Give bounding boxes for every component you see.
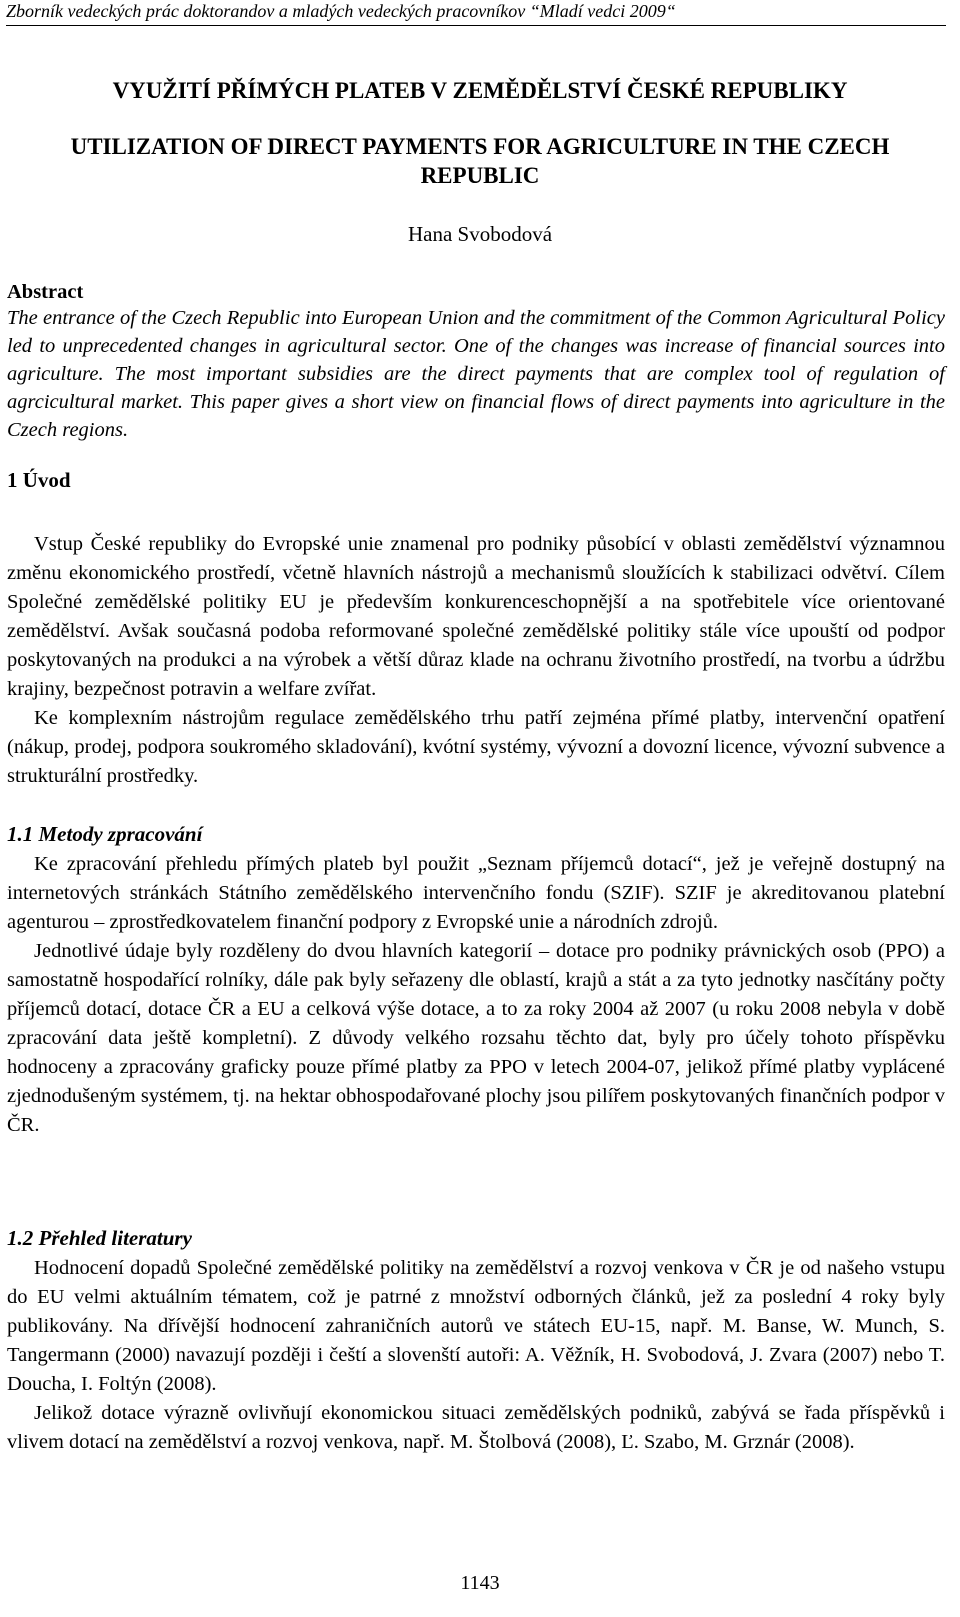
paragraph: Jelikož dotace výrazně ovlivňují ekonomickou situaci zemědělských podniků, zabývá se řada příspěvků i vlivem dotací na zemědělství a rozvoj venkova, např. M. Štolbová (2008), Ľ. Szabo, M. Grznár (2008). bbox=[7, 1402, 945, 1453]
paragraph: Ke zpracování přehledu přímých plateb byl použit „Seznam příjemců dotací“, jež je veřejně dostupný na internetových stránkách Státního zemědělského intervenčního fondu (SZIF). SZIF je akreditovanou platební agenturou – zprostředkovatelem finanční podpory z Evropské unie a národních zdrojů. bbox=[7, 853, 945, 933]
paragraph: Hodnocení dopadů Společné zemědělské politiky na zemědělství a rozvoj venkova v ČR je od našeho vstupu do EU velmi aktuálním tématem, což je patrné z množství odborných článků, jež za poslední 4 roky byly publikovány. Na dřívější hodnocení zahraničních autorů ve státech EU-15, např. M. Banse, W. Munch, S. Tangermann (2000) navazují později i čeští a slovenští autoři: A. Věžník, H. Svobodová, J. Zvara (2007) nebo T. Doucha, I. Foltýn (2008). bbox=[7, 1257, 945, 1395]
running-header: Zborník vedeckých prác doktorandov a mladých vedeckých pracovníkov “Mladí vedci 2009“ bbox=[6, 0, 946, 26]
title-czech: VYUŽITÍ PŘÍMÝCH PLATEB V ZEMĚDĚLSTVÍ ČESKÉ REPUBLIKY bbox=[112, 78, 848, 103]
section-heading-uvod: 1 Úvod bbox=[7, 468, 71, 492]
paragraph: Ke komplexním nástrojům regulace zemědělského trhu patří zejména přímé platby, intervenční opatření (nákup, prodej, podpora soukromého skladování), kvótní systémy, vývozní a dovozní licence, vývozní subvence a strukturální prostředky. bbox=[7, 707, 945, 787]
section-body-uvod bbox=[7, 530, 945, 791]
title-english bbox=[0, 132, 960, 190]
paragraph: Vstup České republiky do Evropské unie znamenal pro podniky působící v oblasti zemědělství významnou změnu ekonomického prostředí, včetně hlavních nástrojů a mechanismů sloužících k stabilizaci odvětví. Cílem Společné zemědělské politiky EU je především konkurenceschopnější a na spotřebitele více orientované zemědělství. Avšak současná podoba reformované společné zemědělské politiky stále více upouští od podpor poskytovaných na produkci a na výrobek a větší důraz klade na ochranu životního prostředí, na tvorbu a údržbu krajiny, bezpečnost potravin a welfare zvířat. bbox=[7, 533, 945, 700]
section-body-metody bbox=[7, 850, 945, 1140]
section-heading-metody: 1.1 Metody zpracování bbox=[7, 822, 203, 846]
abstract-heading: Abstract bbox=[7, 281, 84, 303]
title-english-line1: UTILIZATION OF DIRECT PAYMENTS FOR AGRICULTURE IN THE CZECH bbox=[70, 134, 890, 159]
author-name: Hana Svobodová bbox=[407, 222, 553, 246]
title-english-line2: REPUBLIC bbox=[420, 163, 540, 188]
paragraph: Jednotlivé údaje byly rozděleny do dvou hlavních kategorií – dotace pro podniky právnických osob (PPO) a samostatně hospodařící rolníky, dále pak byly seřazeny dle oblastí, krajů a stát a za tyto jednotky nasčítány počty příjemců dotací, dotace ČR a EU a celková výše dotace, a to za roky 2004 až 2007 (u roku 2008 nebyla v době zpracování data ještě kompletní). Z důvody velkého rozsahu těchto dat, byly pro účely tohoto příspěvku hodnoceny a zpracovány graficky pouze přímé platby za PPO v letech 2004-07, jelikož přímé platby vyplácené zjednodušeným systémem, tj. na hektar obhospodařované plochy jsou pilířem poskytovaných finančních podpor v ČR. bbox=[7, 940, 945, 1136]
abstract-text: The entrance of the Czech Republic into European Union and the commitment of the Common Agricultural Policy led to unprecedented changes in agricultural sector. One of the changes was increase of financial sources into agriculture. The most important subsidies are the direct payments that are complex tool of regulation of agrcicultural market. This paper gives a short view on financial flows of direct payments into agriculture in the Czech regions. bbox=[7, 307, 945, 441]
section-heading-literatura: 1.2 Přehled literatury bbox=[7, 1226, 192, 1250]
page-number: 1143 bbox=[460, 1572, 500, 1594]
section-body-literatura bbox=[7, 1254, 945, 1457]
